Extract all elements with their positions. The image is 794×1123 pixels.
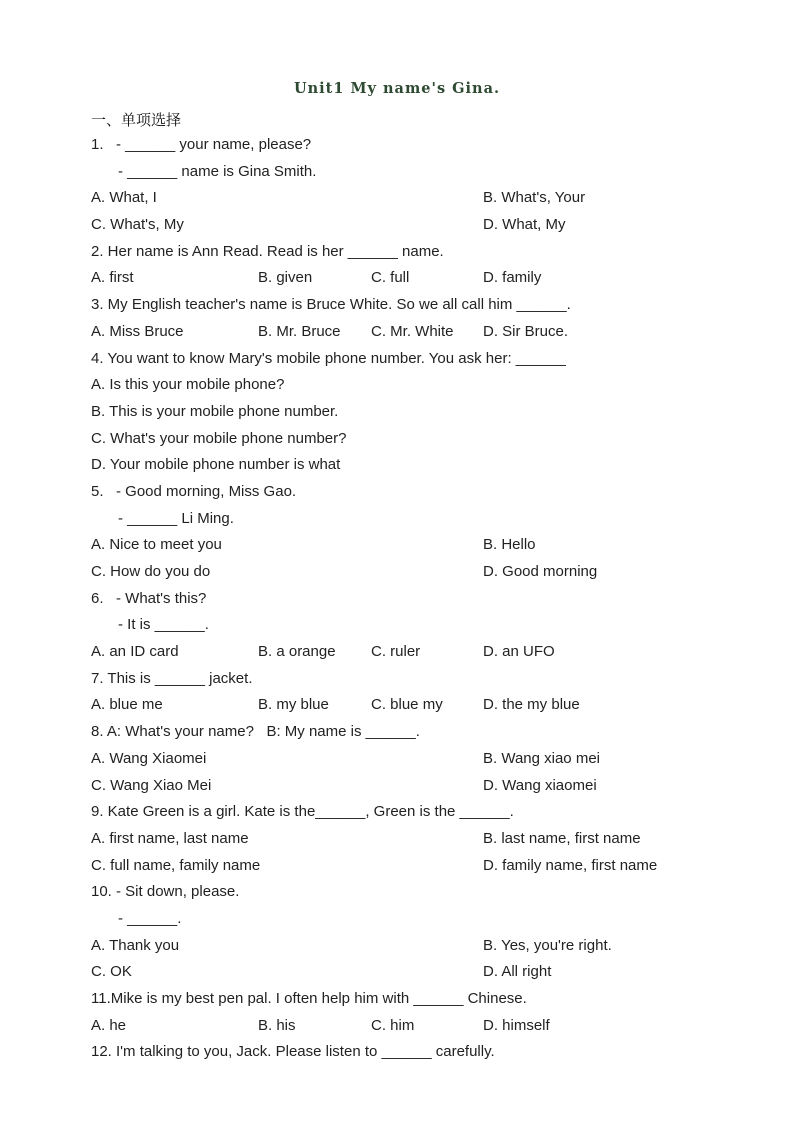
options-row <box>91 319 731 346</box>
option-a: A. Thank you <box>91 936 180 954</box>
options-row <box>91 185 731 212</box>
question-stem: 7. This is ______ jacket. <box>91 669 253 687</box>
question-stem: 1. - ______ your name, please? <box>91 136 312 153</box>
question-stem: 6. - What's this? <box>91 589 207 607</box>
question-stem: 3. My English teacher's name is Bruce White. So we all call him ______. <box>91 296 571 314</box>
question-stem: 5. - Good morning, Miss Gao. <box>91 482 297 500</box>
question-stem: 9. Kate Green is a girl. Kate is the______, Green is the ______. <box>91 803 514 821</box>
option-b: B. Mr. Bruce <box>258 322 341 340</box>
question-stem: 11.Mike is my best pen pal. I often help him with ______ Chinese. <box>91 990 527 1007</box>
option-b: B. last name, first name <box>483 829 641 847</box>
option-b: B. given <box>258 269 313 287</box>
page-title: Unit1 My name's Gina. <box>293 80 501 97</box>
option-a: A. What, I <box>91 189 157 207</box>
option-c: C. What's, My <box>91 216 184 234</box>
option-b: B. Wang xiao mei <box>483 749 600 767</box>
option-d: D. Wang xiaomei <box>483 776 597 794</box>
options-row <box>91 933 731 960</box>
options-row <box>91 559 731 586</box>
option-d: D. himself <box>483 1016 550 1034</box>
option-d: D. an UFO <box>483 643 555 661</box>
option-b: B. Hello <box>483 536 536 554</box>
option-d: D. family name, first name <box>483 856 658 874</box>
question-stem: 10. - Sit down, please. <box>91 883 240 901</box>
option-d: D. family <box>483 269 542 287</box>
options-row <box>91 692 731 719</box>
options-row <box>91 265 731 292</box>
options-row <box>91 826 731 853</box>
option-c: C. Wang Xiao Mei <box>91 776 212 794</box>
option-c: C. What's your mobile phone number? <box>91 429 347 447</box>
option-c: C. full name, family name <box>91 856 261 874</box>
question-stem: 2. Her name is Ann Read. Read is her ______ name. <box>91 242 444 260</box>
option-a: A. Miss Bruce <box>91 322 184 340</box>
option-d: D. All right <box>483 963 552 981</box>
option-a: A. an ID card <box>91 643 179 661</box>
option-a: A. he <box>91 1016 127 1034</box>
options-row <box>91 532 731 559</box>
option-a: A. blue me <box>91 696 163 714</box>
option-a: A. first name, last name <box>91 829 249 847</box>
question-stem: 4. You want to know Mary's mobile phone number. You ask her: ______ <box>91 349 566 367</box>
option-d: D. Good morning <box>483 563 598 580</box>
option-a: A. Is this your mobile phone? <box>91 376 285 394</box>
options-row <box>91 639 731 666</box>
option-a: A. Wang Xiaomei <box>91 749 207 767</box>
option-b: B. his <box>258 1016 296 1034</box>
section-heading: 一、单项选择 <box>91 111 182 129</box>
option-b: B. Yes, you're right. <box>483 936 612 954</box>
option-d: D. the my blue <box>483 696 580 714</box>
question-continuation: - It is ______. <box>118 616 209 634</box>
question-continuation: - ______ Li Ming. <box>118 509 234 527</box>
option-c: C. OK <box>91 963 132 981</box>
question-list <box>91 132 731 1066</box>
options-row <box>91 212 731 239</box>
question-stem: 8. A: What's your name? B: My name is ______. <box>91 723 420 741</box>
options-row <box>91 959 731 986</box>
question-stem: 12. I'm talking to you, Jack. Please listen to ______ carefully. <box>91 1043 495 1061</box>
option-d: D. Your mobile phone number is what <box>91 456 341 474</box>
option-a: A. Nice to meet you <box>91 536 222 554</box>
option-b: B. a orange <box>258 643 336 661</box>
option-c: C. blue my <box>371 696 443 714</box>
option-c: C. full <box>371 269 410 287</box>
option-b: B. This is your mobile phone number. <box>91 402 339 420</box>
option-c: C. How do you do <box>91 563 211 580</box>
options-row <box>91 853 731 880</box>
option-b: B. What's, Your <box>483 189 586 207</box>
options-row <box>91 1013 731 1040</box>
option-a: A. first <box>91 269 134 287</box>
option-c: C. him <box>371 1016 415 1034</box>
question-continuation: - ______ name is Gina Smith. <box>118 162 317 180</box>
options-row <box>91 773 731 800</box>
question-continuation: - ______. <box>118 909 182 927</box>
option-c: C. ruler <box>371 643 421 661</box>
option-d: D. What, My <box>483 216 566 234</box>
option-d: D. Sir Bruce. <box>483 322 569 340</box>
options-row <box>91 746 731 773</box>
option-b: B. my blue <box>258 696 329 714</box>
option-c: C. Mr. White <box>371 322 454 340</box>
